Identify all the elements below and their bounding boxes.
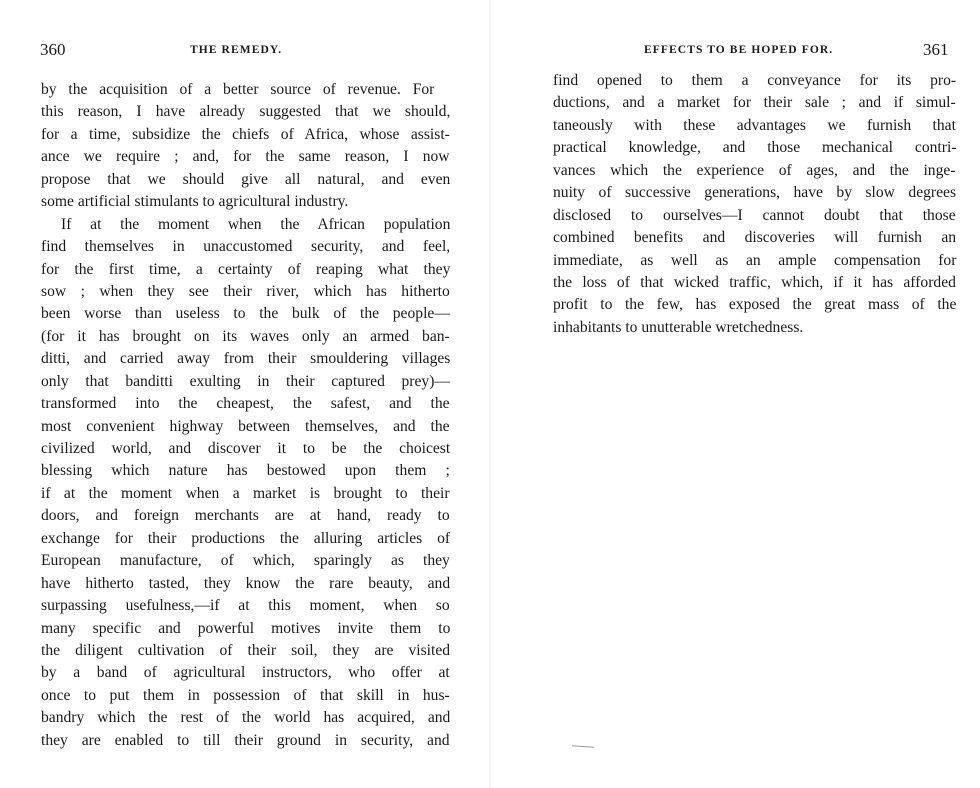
- text-line: ductions, and a market for their sale ; and if simul-: [553, 94, 956, 112]
- text-line: nuity of successive generations, have by slow degrees: [553, 184, 957, 202]
- text-line: bandry which the rest of the world has acquired, and: [41, 709, 451, 727]
- text-line: doors, and foreign merchants are at hand, ready to: [41, 507, 450, 525]
- text-line: by the acquisition of a better source of revenue. For: [41, 81, 435, 98]
- text-line: some artificial stimulants to agricultural industry.: [41, 193, 349, 211]
- text-line: been worse than useless to the bulk of the people—: [41, 305, 450, 323]
- left-page-text: [41, 79, 450, 752]
- page-number-right: 361: [923, 40, 949, 59]
- text-line: vances which the experience of ages, and the inge-: [553, 161, 956, 179]
- text-line: (for it has brought on its waves only an armed ban-: [41, 327, 450, 345]
- text-line: ditti, and carried away from their smouldering villages: [41, 350, 451, 368]
- text-line: many specific and powerful motives invite them to: [41, 619, 451, 637]
- text-line: propose that we should give all natural, and even: [41, 170, 451, 188]
- text-line: if at the moment when a market is brought to their: [41, 484, 450, 502]
- text-line: this reason, I have already suggested that we should,: [41, 103, 451, 121]
- text-line: for a time, subsidize the chiefs of Africa, whose assist-: [41, 125, 450, 143]
- text-line: they are enabled to till their ground in security, and: [41, 731, 450, 749]
- running-head-right: EFFECTS TO BE HOPED FOR.: [644, 44, 834, 56]
- running-head-left: THE REMEDY.: [190, 44, 283, 56]
- text-line: the loss of that wicked traffic, which, if it has afforded: [553, 273, 956, 291]
- text-line: immediate, as well as an ample compensation for: [553, 251, 957, 269]
- text-line: exchange for their productions the alluring articles of: [41, 529, 451, 547]
- text-line: blessing which nature has bestowed upon them ;: [41, 462, 450, 480]
- text-line: most convenient highway between themselves, and the: [41, 417, 450, 435]
- text-line: European manufacture, of which, sparingly as they: [41, 552, 450, 570]
- text-line: find opened to them a conveyance for its pro-: [553, 72, 957, 89]
- text-line: have hitherto tasted, they know the rare beauty, and: [41, 574, 451, 592]
- text-line: the diligent cultivation of their soil, they are visited: [41, 641, 451, 659]
- text-line: once to put them in possession of that skill in hus-: [41, 686, 450, 704]
- text-line: find themselves in unaccustomed security, and feel,: [41, 238, 451, 256]
- text-line: only that banditti exulting in their captured prey)—: [41, 372, 450, 390]
- text-line: surpassing usefulness,—if at this moment, when so: [41, 597, 450, 615]
- text-line: for the first time, a certainty of reaping what they: [41, 260, 451, 278]
- text-line: disclosed to ourselves—I cannot doubt that those: [553, 206, 956, 224]
- right-page-text: [553, 70, 956, 339]
- right-page: [490, 0, 980, 788]
- text-line: sow ; when they see their river, which has hitherto: [41, 282, 450, 300]
- page-number-left: 360: [40, 40, 66, 59]
- text-line: inhabitants to unutterable wretchedness.: [553, 318, 804, 336]
- text-line: combined benefits and discoveries will furnish an: [553, 229, 957, 247]
- text-line: profit to the few, has exposed the great mass of the: [553, 296, 957, 314]
- text-line: transformed into the cheapest, the safest, and the: [41, 395, 450, 413]
- text-line: civilized world, and discover it to be the choicest: [41, 440, 451, 457]
- text-line: practical knowledge, and those mechanical contri-: [553, 139, 957, 157]
- text-line: ance we require ; and, for the same reason, I now: [41, 148, 450, 166]
- text-line: taneously with these advantages we furnish that: [553, 116, 956, 134]
- text-line: by a band of agricultural instructors, who offer at: [41, 664, 450, 682]
- text-line: If at the moment when the African population: [61, 215, 451, 233]
